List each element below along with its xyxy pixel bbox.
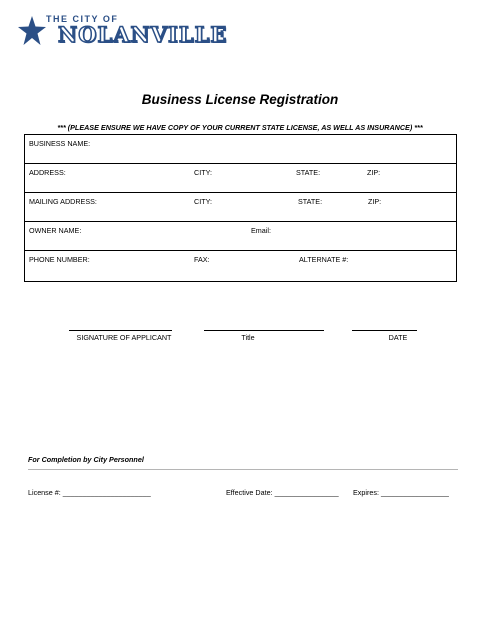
divider — [28, 469, 458, 470]
phone-label: PHONE NUMBER: — [29, 255, 90, 264]
owner-row[interactable] — [25, 222, 456, 251]
date-label: DATE — [388, 333, 408, 342]
title-signature-line[interactable] — [204, 322, 324, 331]
page-title: Business License Registration — [141, 92, 339, 107]
address-label: ADDRESS: — [29, 168, 66, 177]
date-signature-line[interactable] — [352, 322, 417, 331]
mailing-city-label: CITY: — [194, 197, 212, 206]
registration-form — [24, 134, 457, 282]
title-label: Title — [241, 333, 255, 342]
mailing-zip-label: ZIP: — [368, 197, 382, 206]
license-number-field[interactable]: License #: ______________________ — [28, 488, 151, 497]
logo-main-text: NOLANVILLE — [58, 22, 228, 47]
personnel-heading: For Completion by City Personnel — [28, 455, 144, 464]
fax-label: FAX: — [194, 255, 210, 264]
business-name-label: BUSINESS NAME: — [29, 139, 91, 148]
mailing-address-label: MAILING ADDRESS: — [29, 197, 97, 206]
business-name-row[interactable] — [25, 135, 456, 164]
alternate-label: ALTERNATE #: — [299, 255, 349, 264]
mailing-state-label: STATE: — [298, 197, 323, 206]
license-note: *** (PLEASE ENSURE WE HAVE COPY OF YOUR CURRENT STATE LICENSE, AS WELL AS INSURANCE) *** — [57, 123, 423, 132]
zip-label: ZIP: — [367, 168, 381, 177]
logo-top-text: THE CITY OF — [46, 14, 119, 24]
applicant-signature-label: SIGNATURE OF APPLICANT — [76, 333, 172, 342]
star-icon — [18, 16, 46, 46]
phone-row[interactable] — [25, 251, 456, 281]
applicant-signature-line[interactable] — [69, 322, 172, 331]
city-logo — [18, 14, 254, 50]
expires-field[interactable]: Expires: _________________ — [353, 488, 449, 497]
state-label: STATE: — [296, 168, 321, 177]
address-row[interactable] — [25, 164, 456, 193]
mailing-address-row[interactable] — [25, 193, 456, 222]
effective-date-field[interactable]: Effective Date: ________________ — [226, 488, 339, 497]
city-label: CITY: — [194, 168, 212, 177]
owner-name-label: OWNER NAME: — [29, 226, 82, 235]
email-label: Email: — [251, 226, 271, 235]
